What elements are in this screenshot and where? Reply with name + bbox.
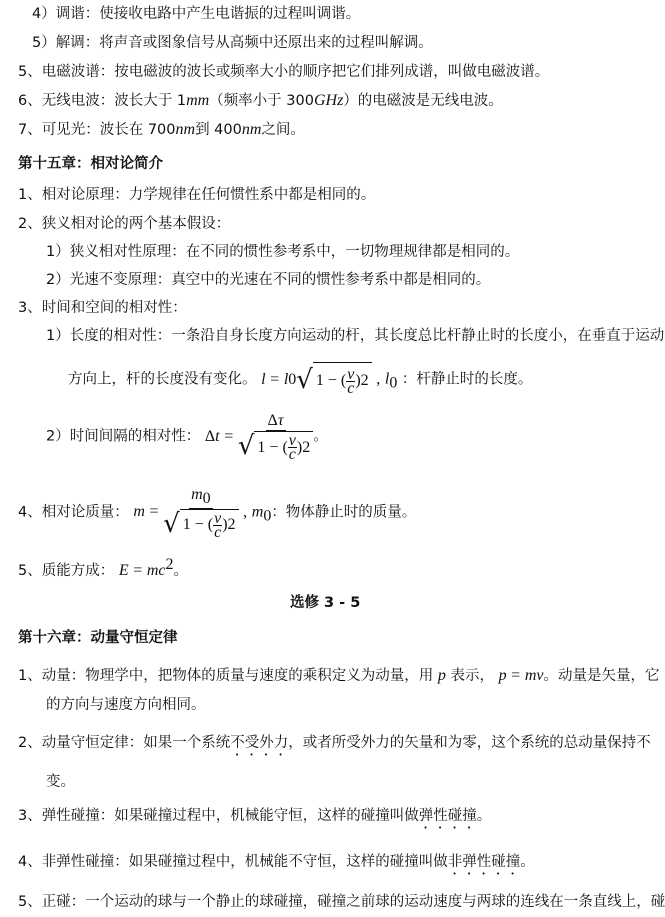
item-inelastic-collision: 4、非弹性碰撞：如果碰撞过程中，机械能不守恒，这样的碰撞叫做非弹性碰撞。: [18, 854, 535, 870]
item-mass-energy: 5、质能方成： $E = mc^2$。: [18, 556, 189, 579]
item-momentum: 1、动量：物理学中，把物体的质量与速度的乘积定义为动量，用 p 表示， p = mv。动量是矢量，它: [18, 667, 660, 684]
length-contraction-formula: l = l 0 √ 1 − ( $\frac{v}{c}$ ) 2: [261, 362, 372, 397]
time-dilation-formula: Δ t = Δτ √ 1 − ( $\frac{v}{c}$ ) 2: [205, 412, 313, 461]
item-visible-light: 7、可见光：波长在 700nm到 400nm之间。: [18, 121, 305, 138]
emphasis-inelastic-collision: 非弹性碰撞: [447, 854, 521, 870]
item-two-postulates: 2、狭义相对论的两个基本假设：: [18, 216, 231, 232]
item-momentum-conservation: 2、动量守恒定律：如果一个系统不受外力，或者所受外力的矢量和为零，这个系统的总动量保持不: [18, 735, 651, 751]
chapter-15-heading: 第十五章：相对论简介: [18, 156, 163, 172]
item-length-relativity-cont: 方向上，杆的长度没有变化。 l = l 0 √ 1 − ( $\frac{v}{c}$ ) 2 , $l_0$ ：杆静止时的长度。: [68, 362, 532, 399]
item-time-dilation: 2）时间间隔的相对性： Δ t = Δτ √ 1 − ( $\frac{v}{c}$ ) 2 。: [46, 412, 328, 463]
emphasis-no-external-force: 不受外力: [230, 735, 289, 751]
relativistic-mass-formula: m = $m_0$ √ 1 − ( $\frac{v}{c}$ ) 2: [133, 486, 238, 539]
item-relativistic-mass: 4、相对论质量： m = $m_0$ √ 1 − ( $\frac{v}{c}$ ) 2 , $m_0$：物体静止时的质量。: [18, 486, 417, 541]
item-elastic-collision: 3、弹性碰撞：如果碰撞过程中，机械能守恒，这样的碰撞叫做弹性碰撞。: [18, 808, 492, 824]
item-special-relativity-principle: 1）狭义相对性原理：在不同的惯性参考系中，一切物理规律都是相同的。: [46, 244, 520, 260]
item-momentum-conservation-cont: 变。: [46, 774, 75, 790]
item-momentum-cont: 的方向与速度方向相同。: [46, 697, 206, 713]
section-heading: 选修 3 - 5: [290, 595, 361, 611]
item-tuning: 4）调谐：使接收电路中产生电谐振的过程叫调谐。: [32, 6, 361, 22]
item-head-on-collision: 5、正碰：一个运动的球与一个静止的球碰撞，碰撞之前球的运动速度与两球的连线在一条直线上，碰: [18, 894, 665, 910]
item-spacetime-relativity: 3、时间和空间的相对性：: [18, 300, 187, 316]
item-light-speed-invariance: 2）光速不变原理：真空中的光速在不同的惯性参考系中都是相同的。: [46, 272, 491, 288]
mass-energy-formula: $E = mc^2$: [118, 556, 174, 579]
chapter-16-heading: 第十六章：动量守恒定律: [18, 630, 178, 646]
item-radio-wave: 6、无线电波：波长大于 1mm（频率小于 300GHz）的电磁波是无线电波。: [18, 92, 503, 109]
item-em-spectrum: 5、电磁波谱：按电磁波的波长或频率大小的顺序把它们排列成谱，叫做电磁波谱。: [18, 64, 550, 80]
item-demodulation: 5）解调：将声音或图象信号从高频中还原出来的过程叫解调。: [32, 35, 433, 51]
item-length-relativity: 1）长度的相对性：一条沿自身长度方向运动的杆，其长度总比杆静止时的长度小，在垂直于运动: [46, 328, 665, 344]
item-relativity-principle: 1、相对论原理：力学规律在任何惯性系中都是相同的。: [18, 187, 376, 203]
emphasis-elastic-collision: 弹性碰撞: [418, 808, 477, 824]
